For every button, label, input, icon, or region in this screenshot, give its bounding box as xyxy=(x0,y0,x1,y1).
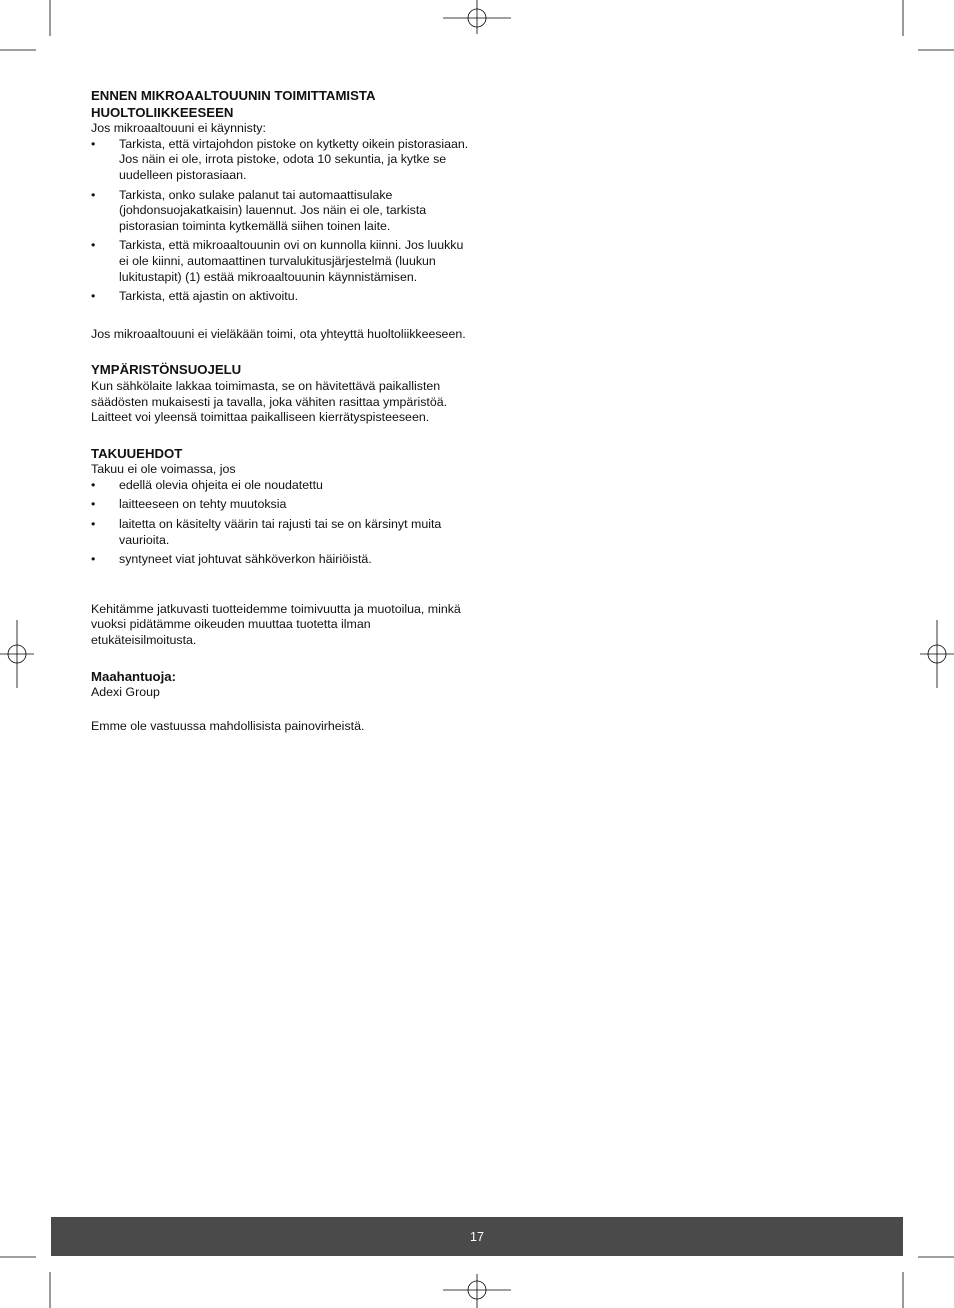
list-item xyxy=(91,497,471,513)
list-item xyxy=(91,137,471,184)
list-item xyxy=(91,238,471,285)
bullet-icon: • xyxy=(91,552,96,567)
list-item-text: laitteeseen on tehty muutoksia xyxy=(119,497,287,512)
registration-mark-left xyxy=(0,620,34,688)
bullet-icon: • xyxy=(91,136,96,151)
bullet-icon: • xyxy=(91,517,96,532)
section-heading-service: ENNEN MIKROAALTOUUNIN TOIMITTAMISTA HUOLTOLIIKKEESEEN xyxy=(91,88,375,120)
bullet-icon: • xyxy=(91,187,96,202)
bullet-icon: • xyxy=(91,497,96,512)
registration-mark-top xyxy=(443,0,511,34)
importer-heading: Maahantuoja: xyxy=(91,668,176,684)
product-development-note: Kehitämme jatkuvasti tuotteidemme toimivuutta ja muotoilua, minkä vuoksi pidätämme oikeuden muuttaa tuotetta ilman etukäteisilmoitusta. xyxy=(91,601,461,648)
list-item-text: Tarkista, onko sulake palanut tai automaattisulake (johdonsuojakatkaisin) lauennut. Jos näin ei ole, tarkista pistorasian toiminta kytkemällä siihen toinen laite. xyxy=(119,187,427,233)
registration-mark-right xyxy=(920,620,954,688)
section-heading-environment: YMPÄRISTÖNSUOJELU xyxy=(91,362,242,378)
section-heading-warranty: TAKUUEHDOT xyxy=(91,445,183,461)
disclaimer: Emme ole vastuussa mahdollisista painovirheistä. xyxy=(91,718,365,733)
list-item xyxy=(91,188,471,235)
environment-text: Kun sähkölaite lakkaa toimimasta, se on hävitettävä paikallisten säädösten mukaisesti ja tavalla, joka vähiten rasittaa ympäristöä. Laitteet voi yleensä toimittaa paikalliseen kierrätyspisteeseen. xyxy=(91,378,448,425)
service-intro: Jos mikroaaltouuni ei käynnisty: xyxy=(91,121,266,136)
list-item-text: Tarkista, että mikroaaltouunin ovi on kunnolla kiinni. Jos luukku ei ole kiinni, automaattinen turvalukitusjärjestelmä (luukun lukitustapit) (1) estää mikroaaltouunin käynnistämisen. xyxy=(119,238,464,284)
list-item-text: syntyneet viat johtuvat sähköverkon häiriöistä. xyxy=(119,552,372,567)
registration-mark-bottom xyxy=(443,1274,511,1308)
list-item xyxy=(91,517,471,548)
bullet-icon: • xyxy=(91,238,96,253)
page-number: 17 xyxy=(470,1229,484,1244)
list-item xyxy=(91,289,471,305)
service-closing: Jos mikroaaltouuni ei vieläkään toimi, ota yhteyttä huoltoliikkeeseen. xyxy=(91,326,466,341)
warranty-intro: Takuu ei ole voimassa, jos xyxy=(91,462,236,477)
bullet-icon: • xyxy=(91,477,96,492)
list-item-text: laitetta on käsitelty väärin tai rajusti tai se on kärsinyt muita vaurioita. xyxy=(119,517,442,547)
list-item xyxy=(91,478,471,494)
service-checklist xyxy=(91,137,471,305)
page-content xyxy=(91,88,471,734)
list-item-text: edellä olevia ohjeita ei ole noudatettu xyxy=(119,477,323,492)
list-item xyxy=(91,552,471,568)
warranty-conditions xyxy=(91,478,471,568)
importer-name: Adexi Group xyxy=(91,685,160,700)
list-item-text: Tarkista, että virtajohdon pistoke on kytketty oikein pistorasiaan. Jos näin ei ole, irrota pistoke, odota 10 sekuntia, ja kytke se uudelleen pistorasiaan. xyxy=(119,136,469,182)
list-item-text: Tarkista, että ajastin on aktivoitu. xyxy=(119,289,299,304)
footer-bar xyxy=(51,1217,903,1256)
bullet-icon: • xyxy=(91,289,96,304)
